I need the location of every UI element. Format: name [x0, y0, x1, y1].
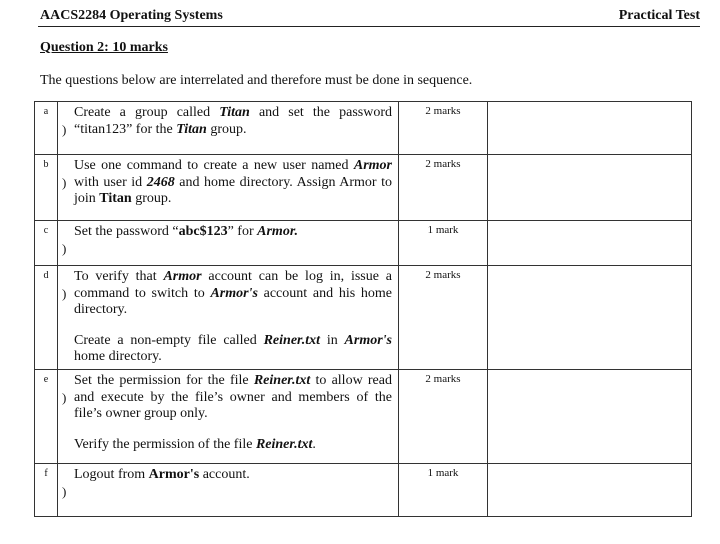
intro-text: The questions below are interrelated and therefore must be done in sequence.	[40, 73, 473, 88]
row-paren: )	[62, 241, 67, 256]
row-marks: 2 marks	[399, 370, 488, 464]
row-label: b	[35, 155, 58, 221]
row-text: Create a group called Titan and set the password “titan123” for the Titan group.	[74, 105, 392, 137]
row-paren: )	[62, 286, 67, 301]
answer-cell	[488, 102, 692, 155]
row-marks: 2 marks	[399, 155, 488, 221]
question-table	[34, 101, 692, 517]
row-text: Set the permission for the file Reiner.txt to allow read and execute by the file’s owner and members of the file’s owner group only.	[74, 373, 392, 421]
row-text-second: Verify the permission of the file Reiner.txt.	[74, 436, 316, 452]
row-text: Set the password “abc$123” for Armor.	[74, 224, 298, 239]
row-paren: )	[62, 390, 67, 405]
row-label: d	[35, 266, 58, 370]
test-type: Practical Test	[618, 8, 700, 23]
question-row-d	[35, 266, 692, 370]
row-marks: 1 mark	[399, 221, 488, 266]
row-paren: )	[62, 484, 67, 499]
answer-cell	[488, 221, 692, 266]
row-text: Use one command to create a new user named Armor with user id 2468 and home directory. Assign Armor to join Titan group.	[74, 158, 392, 206]
row-label: f	[35, 464, 58, 517]
answer-cell	[488, 370, 692, 464]
row-description	[58, 370, 399, 464]
row-paren: )	[62, 122, 67, 137]
answer-cell	[488, 464, 692, 517]
course-title: AACS2284 Operating Systems	[40, 8, 223, 23]
row-description	[58, 221, 399, 266]
row-label: c	[35, 221, 58, 266]
page-header	[38, 6, 700, 27]
row-marks: 1 mark	[399, 464, 488, 517]
row-text: Logout from Armor's account.	[74, 467, 250, 482]
question-title: Question 2: 10 marks	[40, 40, 168, 55]
row-description	[58, 155, 399, 221]
row-label: a	[35, 102, 58, 155]
row-description	[58, 102, 399, 155]
answer-cell	[488, 155, 692, 221]
row-label: e	[35, 370, 58, 464]
question-row-c	[35, 221, 692, 266]
answer-cell	[488, 266, 692, 370]
row-description	[58, 464, 399, 517]
row-marks: 2 marks	[399, 102, 488, 155]
question-row-a	[35, 102, 692, 155]
row-marks: 2 marks	[399, 266, 488, 370]
row-text-second: Create a non-empty file called Reiner.txt in Armor's home directory.	[74, 332, 393, 364]
question-row-b	[35, 155, 692, 221]
row-description	[58, 266, 399, 370]
question-row-e	[35, 370, 692, 464]
question-row-f	[35, 464, 692, 517]
row-paren: )	[62, 175, 67, 190]
row-text: To verify that Armor account can be log in, issue a command to switch to Armor's account and his home directory.	[74, 269, 393, 317]
